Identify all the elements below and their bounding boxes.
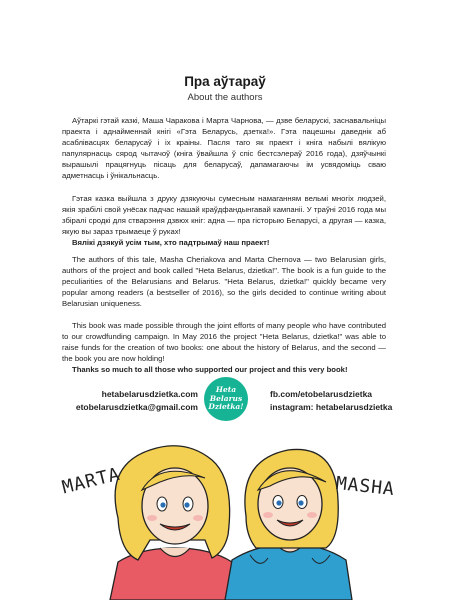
masha-eye-left: [276, 500, 281, 505]
authors-illustration: [0, 420, 450, 600]
paragraph-text: The authors of this tale, Masha Cheriakova and Marta Chernova — two Belarusian girls, authors of the project and book called "Heta Belarus, dzietka!". The book is a fun guide to the peculiarities of the Belarusians and Belarus. "Heta Belarus, dzietka!" quickly became very popular among readers (a bestseller of 2016), so the girls decided to continue writing about Belarusian uniqueness.: [62, 255, 386, 308]
belarusian-paragraph-1: [62, 115, 386, 181]
marta-figure: [110, 446, 240, 600]
logo-line-2: Belarus: [209, 393, 243, 403]
english-paragraph-2: [62, 320, 386, 375]
instagram-link[interactable]: instagram: hetabelarusdzietka: [270, 402, 393, 412]
masha-figure: [225, 449, 352, 600]
contacts-right: [270, 388, 392, 414]
logo-line-1: Heta: [215, 385, 237, 395]
logo-line-3: Dzietka!: [208, 402, 244, 412]
page-title: Пра аўтараў: [184, 74, 266, 89]
facebook-link[interactable]: fb.com/etobelarusdzietka: [270, 389, 373, 399]
marta-name-label: MARTA: [60, 463, 123, 499]
paragraph-text: This book was made possible through the joint efforts of many people who have contributed to our crowdfunding campaign. In May 2016 the project "Heta Belarus, dzietka!" was able to raise funds for the creation of two books: one about the history of Belarus, and the second — the book you are now holding!: [62, 321, 386, 363]
email-link[interactable]: etobelarusdzietka@gmail.com: [75, 402, 198, 412]
english-paragraph-1: [62, 254, 386, 309]
page-subtitle: About the authors: [187, 92, 263, 103]
thanks-line-english: Thanks so much to all those who supported our project and this very book!: [72, 365, 348, 374]
marta-eye-right: [184, 502, 189, 507]
marta-eye-left: [160, 502, 165, 507]
masha-eye-right: [298, 500, 303, 505]
paragraph-text: Аўтаркі гэтай казкі, Маша Чаракова і Марта Чарнова, — дзве беларускі, заснавальніцы праекта і аднайменнай кнігі «Гэта Беларусь, дзетка!». Гэта пацешны даведнік аб асаблівасцях беларусаў і іх краіны. Пасля таго як праект і кніга набылі вялікую папулярнасць сярод чытачоў (кніга ўвайшла ў спіс бестсэлераў 2016 года), дзяўчынкі вырашылі працягнуць пісаць для беларусаў, дапамагаючы ім усвядоміць сваю адметнасць і ўнікальнасць.: [62, 116, 386, 180]
contacts-left: [76, 388, 198, 414]
heta-belarus-logo: [204, 377, 248, 421]
website-link[interactable]: hetabelarusdzietka.com: [101, 389, 198, 399]
paragraph-text: Гэтая казка выйшла з друку дзякуючы сумесным намаганням вельмі многіх людзей, якія зрабілі свой унёсак падчас нашай краўдфандынгавай кампаніі. У траўні 2016 года мы збіралі сродкі для стварэння дзвюх кніг: адна — пра гісторыю Беларусі, а другая — казка, якую вы зараз трымаеце ў руках!: [62, 194, 386, 236]
masha-name-label: MASHA: [334, 473, 396, 501]
thanks-line-belarusian: Вялікі дзякуй усім тым, хто падтрымаў наш праект!: [72, 238, 270, 247]
belarusian-paragraph-2: [62, 193, 386, 248]
